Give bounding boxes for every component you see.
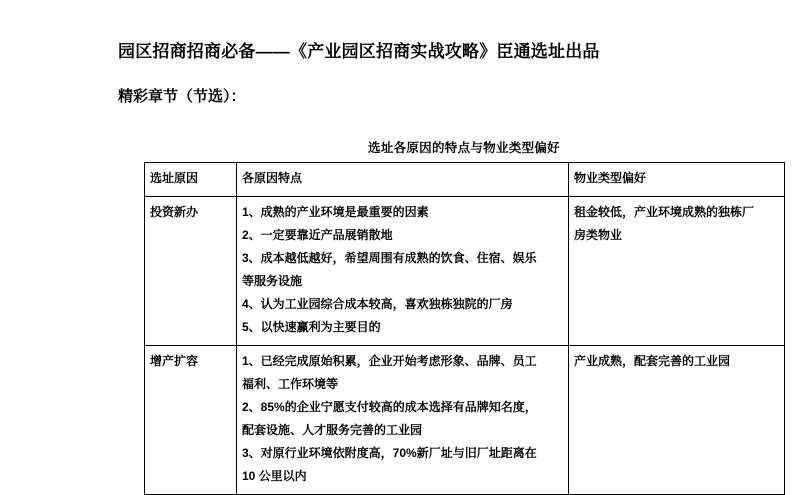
feature-line: 福利、工作环境等 (242, 377, 339, 391)
table-cell-features (237, 197, 569, 346)
feature-line: 配套设施、人才服务完善的工业园 (242, 423, 423, 437)
selection-reason-table (144, 162, 785, 495)
table-caption: 选址各原因的特点与物业类型偏好 (367, 141, 560, 155)
preference-line: 租金较低，产业环境成熟的独栋厂 (574, 205, 755, 219)
feature-line: 等服务设施 (242, 274, 303, 288)
table-row (145, 346, 785, 495)
table-container (144, 138, 784, 495)
table-cell-reason: 增产扩容 (145, 346, 237, 495)
feature-line: 3、成本越低越好，希望周围有成熟的饮食、住宿、娱乐 (242, 251, 537, 265)
preference-line: 房类物业 (574, 228, 623, 242)
feature-line: 1、成熟的产业环境是最重要的因素 (242, 205, 429, 219)
feature-line: 2、85%的企业宁愿支付较高的成本选择有品牌知名度， (242, 400, 537, 414)
table-header-cell: 各原因特点 (237, 163, 569, 197)
section-subtitle: 精彩章节（节选）： (118, 88, 246, 105)
table-header-cell: 选址原因 (145, 163, 237, 197)
table-cell-reason: 投资新办 (145, 197, 237, 346)
table-header-cell: 物业类型偏好 (569, 163, 785, 197)
table-cell-preference (569, 346, 785, 495)
table-header-row (145, 163, 785, 197)
feature-line: 4、认为工业园综合成本较高，喜欢独栋独院的厂房 (242, 297, 513, 311)
feature-line: 5、以快速赢利为主要目的 (242, 320, 381, 334)
feature-line: 2、一定要靠近产品展销散地 (242, 228, 393, 242)
page-title: 园区招商招商必备——《产业园区招商实战攻略》臣通选址出品 (118, 42, 600, 61)
feature-line: 3、对原行业环境依附度高，70%新厂址与旧厂址距离在 (242, 446, 537, 460)
feature-line: 1、已经完成原始积累，企业开始考虑形象、品牌、员工 (242, 354, 537, 368)
feature-line: 10 公里以内 (242, 469, 307, 483)
table-cell-features (237, 346, 569, 495)
preference-line: 产业成熟，配套完善的工业园 (574, 354, 731, 368)
table-row (145, 197, 785, 346)
table-cell-preference (569, 197, 785, 346)
